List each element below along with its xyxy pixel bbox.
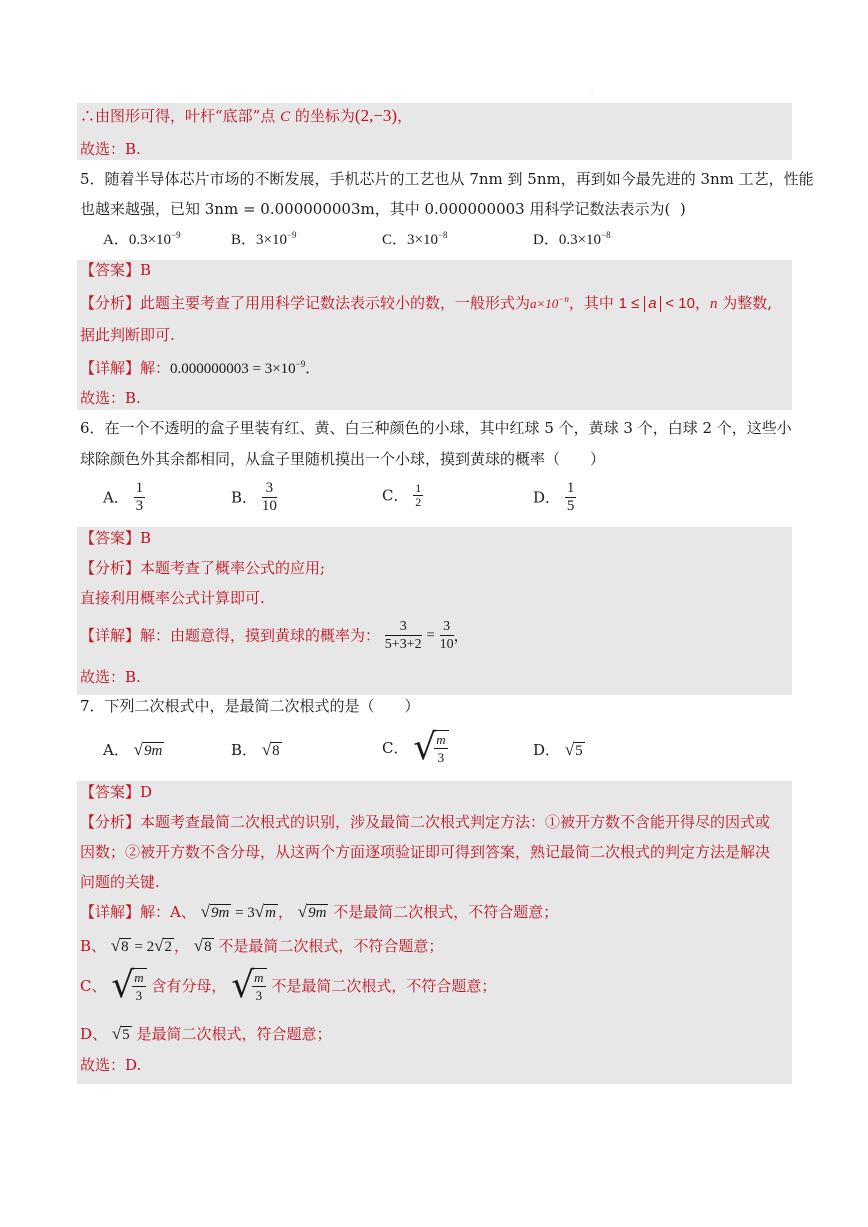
page-mark: . xyxy=(591,90,593,97)
q6-option-c: C． $\frac{1}{2}$ xyxy=(382,481,422,509)
q5-option-b: B．$3\times 10^{-9}$ xyxy=(231,230,297,248)
q7-detail-b: B、 √8 = 2√2 ， √8 不是最简二次根式，不符合题意； xyxy=(80,936,444,955)
q6-stem-line1: 6．在一个不透明的盒子里装有红、黄、白三种颜色的小球，其中红球 5 个，黄球 3 个，白球 2 个，这些小 xyxy=(80,419,792,437)
q7-detail-a: 【详解】解：A、 √9m = 3√m ， √9m 不是最简二次根式，不符合题意； xyxy=(80,902,559,921)
q5-stem-line2: 也越来越强，已知 3nm = 0.000000003m，其中 0.000000003 用科学记数法表示为( ) xyxy=(80,200,686,218)
q6-stem-line2: 球除颜色外其余都相同，从盒子里随机摸出一个小球，摸到黄球的概率（ ） xyxy=(80,450,606,468)
q7-option-a: A． √9m xyxy=(103,740,163,759)
q7-analysis-line3: 问题的关键. xyxy=(80,873,160,891)
q6-option-b: B． $\frac{3}{10}$ xyxy=(231,480,277,514)
q7-option-d: D． √5 xyxy=(533,740,583,759)
q5-answer: 【答案】B xyxy=(80,261,152,279)
q6-analysis-line1: 【分析】本题考查了概率公式的应用; xyxy=(80,559,326,577)
q5-detail: 【详解】解：$0.000000003 = 3\times 10^{-9}$． xyxy=(80,359,321,377)
q5-analysis: 【分析】此题主要考查了用用科学记数法表示较小的数，一般形式为$a\times 10^{-n}$，其中 1 ≤ a < 10，n 为整数, xyxy=(80,294,773,312)
q5-option-c: C．$3\times 10^{-8}$ xyxy=(382,230,448,248)
q6-option-a: A． $\frac{1}{3}$ xyxy=(103,480,144,514)
q5-option-a: A．$0.3\times 10^{-9}$ xyxy=(103,230,181,248)
q7-choose: 故选：D. xyxy=(80,1056,142,1074)
q7-analysis-line1: 【分析】本题考查最简二次根式的识别，涉及最简二次根式判定方法：①被开方数不含能开得尽的因式或 xyxy=(80,813,771,831)
q4-choose: 故选：B. xyxy=(80,140,141,158)
q7-answer: 【答案】D xyxy=(80,783,153,801)
q6-answer: 【答案】B xyxy=(80,529,152,547)
q7-option-c: C． √ $\frac{m}{3}$ xyxy=(382,730,449,766)
q6-option-d: D． $\frac{1}{5}$ xyxy=(533,480,575,514)
q6-detail: 【详解】解：由题意得，摸到黄球的概率为： $\frac{3}{5+3+2}$ = $\frac{3}{10}$ ， xyxy=(80,619,469,652)
q5-analysis-line2: 据此判断即可. xyxy=(80,326,175,344)
q7-analysis-line2: 因数；②被开方数不含分母，从这两个方面逐项验证即可得到答案，熟记最简二次根式的判定方法是解决 xyxy=(80,843,771,861)
q7-detail-d: D、 √5 是最简二次根式，符合题意； xyxy=(80,1024,332,1043)
q7-detail-c: C、 √ $\frac{m}{3}$ 含有分母， √ $\frac{m}{3}$ 不是最简二次根式，不符合题意； xyxy=(80,965,497,1006)
q5-option-d: D．$0.3\times 10^{-8}$ xyxy=(533,230,611,248)
q6-analysis-line2: 直接利用概率公式计算即可. xyxy=(80,589,265,607)
q5-choose: 故选：B. xyxy=(80,389,141,407)
highlight-band xyxy=(77,260,792,410)
highlight-band xyxy=(77,527,792,695)
q7-stem: 7．下列二次根式中，是最简二次根式的是（ ） xyxy=(80,697,420,715)
q5-stem-line1: 5．随着半导体芯片市场的不断发展，手机芯片的工艺也从 7nm 到 5nm，再到如今最先进的 3nm 工艺，性能 xyxy=(80,170,814,188)
q4-conclusion: ∴由图形可得，叶杆“底部”点 C 的坐标为(2,−3)， xyxy=(80,106,413,125)
q7-option-b: B． √8 xyxy=(231,740,280,759)
q6-choose: 故选：B. xyxy=(80,668,141,686)
